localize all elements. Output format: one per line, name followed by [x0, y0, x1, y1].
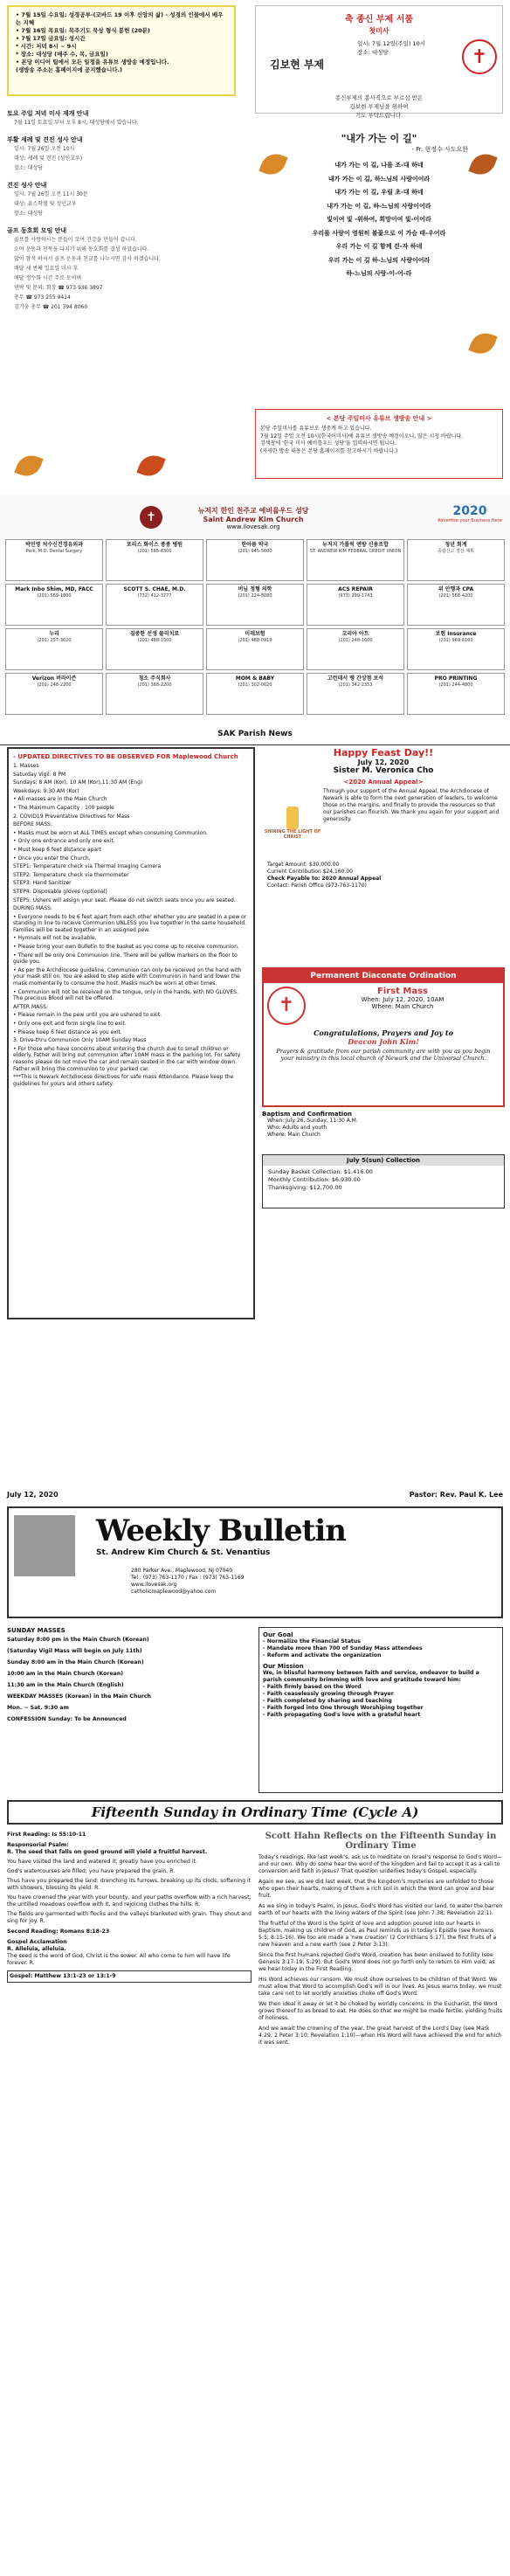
hahn-paragraph: We then ideal it away or let it be choked by worldly concerns. In the Eucharist, the Word grows thereof to as bread to eat. He does so that we might be made fertile, yielding fruits of holiness. — [258, 2001, 503, 2021]
coll-line: Monthly Contribution: $6,930.00 — [268, 1176, 361, 1183]
goal-line: - Reform and activate the organization — [263, 1652, 382, 1658]
goal-mission — [258, 1627, 503, 1793]
ad-title: MOM & BABY — [235, 675, 275, 682]
reading1: First Reading: Is 55:10-11 — [7, 1832, 86, 1838]
anniv-sub: 첫미사 — [369, 27, 389, 35]
ad-sub: (201) 945-5600 — [238, 549, 272, 554]
ad-title: 박민영 처수신건경유외과 — [25, 542, 83, 548]
cross-logo: ✝ — [462, 39, 497, 74]
church-building-image — [14, 1515, 75, 1576]
calligraphy-image — [261, 39, 357, 92]
anniv-line: 기도 부탁드립니다. — [355, 112, 403, 119]
acclamation: Gospel Acclamation — [7, 1939, 67, 1945]
ad-title: 누리 — [49, 631, 59, 637]
update-line: AFTER MASS: — [13, 1003, 48, 1010]
notice-item: • 7월 15일 수요일: 성경공부-(코바드 19 이후 신앙의 삶) - 성경의 인물에서 배우는 지혜 — [16, 11, 224, 26]
mass-lines — [7, 1637, 252, 1723]
leaf-icon — [136, 451, 165, 480]
section-line: 매달 세 번째 일요일 미사 후 — [14, 266, 79, 272]
ad-grid — [5, 539, 505, 717]
ad-sub: (201) 342-2353 — [338, 682, 373, 688]
left-notices — [7, 101, 239, 312]
psalm-line: You have visited the land and watered it; greatly have you enriched it. — [7, 1859, 197, 1865]
ad-sub: Park, M.D. Dental Surgery — [25, 549, 83, 554]
notice-item: • 7월 16일 목요일: 목주기도 묵상 형식 봉헌 (20분) — [16, 27, 150, 34]
coll-lines — [263, 1166, 504, 1195]
mass-line: Mon. ~ Sat. 9:30 am — [7, 1705, 69, 1711]
ad-card — [407, 584, 505, 626]
anniv-line: 김보현 부제님을 위하여 — [349, 103, 409, 110]
anniv-message — [261, 93, 497, 120]
ad-card — [407, 539, 505, 581]
section-line: 7월 11일 토요일 부터 오후 8시, 대성당에서 있습니다. — [14, 120, 139, 126]
mass-line: 11:30 am in the Main Church (English) — [7, 1682, 124, 1688]
perm-where: Where: Main Church — [371, 1003, 434, 1010]
poem-line: 우리를 사랑이 영원히 불꽃으로 이 가슴 태-우어라 — [312, 229, 446, 237]
poem-line: 내가 가는 이 길, 우릴 초-대 하네 — [334, 189, 424, 196]
church-name-kr: 뉴저지 한인 천주교 예비를우드 성당 — [197, 507, 309, 515]
page-weekly-bulletin — [0, 1485, 510, 2576]
section-heading: 견진 성사 안내 — [7, 182, 47, 189]
update-line: • Everyone needs to be 6 feet apart from each other whether you are seated in a pew or standing in line to receive Communion UNLESS you live together in the same household. Families will be seated together in an assigned pew. — [13, 913, 247, 933]
section-line: 대상: 세례 및 견진 (성인교우) — [14, 156, 83, 162]
bulletin-address — [131, 1568, 245, 1596]
ad-sub: (201) 368-2200 — [137, 682, 172, 688]
bapt-line: When: July 26, Sunday, 11:30 A.M. — [267, 1118, 358, 1124]
anniv-date: 일시: 7월 12일(주일) 10시 — [357, 40, 426, 47]
reading2: Second Reading: Romans 8:18-23 — [7, 1929, 110, 1935]
update-line: • Only one exit and form single line to exit. — [13, 1021, 127, 1027]
mass-line: CONFESSION Sunday: To be Announced — [7, 1716, 127, 1722]
ad-title: PRO PRINTING — [434, 675, 478, 682]
appeal-current: Current Contribution $24,160.00 — [267, 869, 353, 875]
update-line: 3. Drive-thru Communion Only 10AM Sunday Mass — [13, 1037, 147, 1044]
calligraphy-text: 김보현 부제 — [270, 59, 325, 71]
perm-name: Deacon John Kim! — [348, 1037, 419, 1046]
ad-sub: (201) 585-8300 — [137, 549, 172, 554]
ad-title: Verizon 버라이즌 — [31, 675, 77, 682]
poem-line: 내가 가는 이 길, 하느님의 사랑이어라 — [327, 175, 431, 183]
ad-sub: (201) 488-1500 — [137, 638, 172, 643]
poem-line: 내가 가는 이 길, 하-느님의 사랑이어라 — [327, 202, 431, 210]
appeal-title: <2020 Annual Appeal> — [343, 779, 424, 786]
ad-sub: (973) 299-1743 — [338, 593, 373, 599]
bulletin-pastor: Pastor: Rev. Paul K. Lee — [409, 1491, 503, 1499]
poem-line: 우리 가는 이 길 함께 걷-자 하네 — [335, 243, 423, 250]
gospel: Gospel: Matthew 13:1-23 or 13:1-9 — [7, 1970, 252, 1983]
update-line: STEP5: Ushers will assign your seat. Please do not switch seats once you are seated. — [13, 897, 236, 904]
ad-sub: (732) 412-3777 — [137, 593, 172, 599]
candle-icon — [286, 807, 299, 829]
update-title: - UPDATED DIRECTIVES TO BE OBSERVED FOR Maplewood Church — [13, 753, 238, 760]
advertise-year: 2020 — [452, 504, 487, 518]
goal-line: - Normalize the Financial Status — [263, 1638, 361, 1645]
section-line: 연락 및 문의: 회장 ☎ 973 936 3897 — [14, 285, 103, 291]
poem-line: 빛이여 빛 -위하여, 희망이여 빛-이어라 — [327, 216, 431, 223]
ad-card — [206, 539, 304, 581]
mass-line: (Saturday Vigil Mass will begin on July 11th) — [7, 1648, 142, 1654]
coll-line: Sunday Basket Collection: $1,416.00 — [268, 1168, 373, 1175]
update-line: • Must keep 6 feet distance apart — [13, 846, 101, 853]
update-line: STEP2: Temperature check via thermometer — [13, 871, 129, 878]
update-line: • All masses are in the Main Church — [13, 796, 107, 803]
notice-list — [16, 11, 227, 74]
update-line: STEP3: Hand Sanitizer — [13, 880, 72, 887]
bapt-title: Baptism and Confirmation — [262, 1111, 352, 1118]
update-line: • Please remain in the pew until you are ushered to exit. — [13, 1012, 162, 1019]
mission-item: - Faith completed by sharing and teaching — [263, 1698, 392, 1704]
poem-title: "내가 가는 이 길" — [341, 133, 417, 144]
poem-lines — [255, 159, 503, 281]
perm-congrats: Congratulations, Prayers and Joy to — [314, 1028, 453, 1037]
mission-item: - Faith ceaselessly growing through Prayer — [263, 1691, 394, 1697]
ad-title: 청년 회계 — [445, 542, 467, 548]
hahn-title: Scott Hahn Reflects on the Fifteenth Sunday in Ordinary Time — [265, 1832, 497, 1851]
notice-item: • 7월 17일 금요일: 성시간 — [16, 35, 86, 42]
ad-title: 미래보험 — [245, 631, 265, 637]
cross-logo: ✝ — [267, 987, 306, 1025]
bapt-line: Where: Main Church — [267, 1132, 320, 1138]
ad-card — [5, 628, 103, 670]
anniv-title: 축 종신 부제 서품 — [344, 15, 414, 24]
section-line: 많이 참석 하셔서 골프 운동과 친교를 나누시면 감사 하겠습니다. — [14, 256, 161, 262]
readings — [7, 1832, 252, 1983]
ad-title: 보험 Insurance — [435, 631, 477, 637]
ad-sub: (201) 969-6160 — [438, 638, 473, 643]
ad-card — [407, 628, 505, 670]
section-line: 골프를 사랑하시는 분들이 모여 건강을 만들어 갑니다. — [14, 237, 137, 243]
anniv-place: 장소: 대성당 — [357, 49, 389, 56]
baptism-notice — [262, 1111, 505, 1139]
update-line: BEFORE MASS: — [13, 821, 52, 828]
appeal-target: Target Amount: $30,000.00 — [267, 862, 340, 868]
ad-sub: (201) 244-4800 — [438, 682, 473, 688]
perm-message: Prayers & gratitude from our parish community are with you as you begin your ministry in this local church of Newark and the Universal Church. — [276, 1048, 491, 1062]
ad-title: 한아름 약국 — [241, 542, 269, 548]
ad-sub: (201) 257-3020 — [37, 638, 72, 643]
update-line: • Hymnals will not be available. — [13, 935, 97, 942]
hahn-paragraph: As we sing in today's Psalm, in Jesus, God's Word has visited our land, to water the barren earth of our hearts with the living waters of the Spirit (see John 7:38; Revelation 22:1). — [258, 1903, 503, 1916]
ad-sub: 종합신고 결산 계획 — [438, 549, 474, 554]
ad-card — [307, 584, 404, 626]
update-line: • Please bring your own Bulletin to the basket as you come up to receive communion. — [13, 944, 239, 951]
update-line: STEP1: Temperature check via Thermal Imaging Camera — [13, 863, 162, 870]
church-logo: ✝ — [140, 506, 162, 529]
update-line: DURING MASS: — [13, 905, 52, 912]
hahn-paragraph: And we await the crowning of the year, the great harvest of the Lord's Day (see Mark 4:29; 2 Peter 3:10; Revelation 1:10)—when His Word will have achieved the end for which it was sent. — [258, 2025, 502, 2046]
youtube-line: 본당 주일미사를 유튜브로 생중계 하고 있습니다. — [260, 426, 372, 432]
feast-date: July 12, 2020 — [357, 758, 410, 766]
poem-line: 우리 가는 이 길 하-느님의 사랑이어라 — [327, 256, 431, 264]
hahn-paragraph: The fruitful of the Word is the Spirit of love and adoption poured into our hearts in Baptism, making us children of God, as Paul reminds us in today's Epistle (see Romans 5:5; 8:15-16). We too are made a 'new creation' (2 Corinthians 5:17), the first fruits of a new heaven and a new earth (see 2 Peter 3:13). — [258, 1921, 497, 1948]
appeal-logo — [262, 788, 323, 858]
notice-item: • 본당 미디어 팀에서 모든 일정을 유튜브 생방송 예정입니다. — [16, 59, 169, 66]
ad-card — [307, 673, 404, 715]
poem-author: - Fr. 현정수 사도요한 — [411, 146, 468, 153]
ad-title: 고런데서 랭 간상점 보석 — [327, 675, 384, 682]
sunday-title: Fifteenth Sunday in Ordinary Time (Cycle A) — [7, 1800, 503, 1825]
ad-card — [307, 539, 404, 581]
perm-sub: First Mass — [376, 987, 428, 996]
mass-line: Sunday 8:00 am in the Main Church (Korean) — [7, 1659, 144, 1665]
section-line: 오며 운동과 친목을 다지기 위해 동호회를 결성 하였습니다. — [14, 246, 149, 253]
notice-box — [7, 5, 236, 96]
acclamation-response: R. Alleluia, alleluia. — [7, 1946, 66, 1952]
feast-day — [262, 747, 505, 964]
ordination-box — [262, 967, 505, 1107]
ad-title: 김중한 선생 물리치료 — [129, 631, 180, 637]
appeal-contact: Contact: Parish Office (973-763-1170) — [267, 883, 367, 889]
feast-title: Happy Feast Day!! — [333, 747, 434, 758]
section-line: 김기웅 총무 ☎ 201 394 8060 — [14, 304, 88, 310]
notice-item: * 시간: 저녁 8시 ~ 9시 — [16, 43, 77, 50]
ad-sub: ST. ANDREW KIM FEDERAL CREDIT UNION — [309, 549, 402, 554]
church-name-en: Saint Andrew Kim Church — [203, 516, 304, 523]
ad-sub: (201) 488-0919 — [238, 638, 272, 643]
section-heading: 부활 세례 및 견진 성사 안내 — [7, 136, 83, 143]
ad-title: 청소 주식회사 — [138, 675, 171, 682]
ordination-announcement — [255, 5, 503, 119]
section-line: 장소: 대성당 — [14, 165, 43, 171]
acclamation-text: The seed is the word of God, Christ is the sower. All who come to him will have life forever. R. — [7, 1953, 231, 1966]
poem-line: 내가 가는 이 길, 나를 조-대 하네 — [334, 162, 424, 169]
address-line: Tel : (973) 763-1170 / Fax : (973) 763-1169 — [131, 1575, 245, 1581]
bulletin-masthead — [7, 1506, 503, 1618]
ad-sub: (201) 568-4200 — [438, 593, 473, 599]
youtube-title: < 본당 주일미사 유튜브 생방송 안내 > — [326, 415, 432, 422]
psalm-lines — [7, 1859, 252, 1925]
section-line: 일시: 7월 26일 오전 10시 — [14, 146, 75, 152]
mission-title: Our Mission — [263, 1663, 304, 1670]
mission-items — [263, 1684, 499, 1719]
feast-name: Sister M. Veronica Cho — [333, 766, 434, 775]
ad-card — [106, 584, 203, 626]
mass-line: WEEKDAY MASSES (Korean) in the Main Church — [7, 1693, 151, 1700]
mass-line: 10:00 am in the Main Church (Korean) — [7, 1671, 124, 1677]
poem-line: 하-느님의 사랑-이-어-라 — [346, 270, 412, 277]
mission-item: - Faith forged into One through Worshiping together — [263, 1705, 424, 1711]
ad-card — [5, 673, 103, 715]
section-line: 일시: 7월 26일 오전 11시 30분 — [14, 191, 88, 197]
parish-header: SAK Parish News — [0, 730, 510, 745]
ad-sub: (201) 248-2200 — [37, 682, 72, 688]
ad-sub: (201) 302-0620 — [238, 682, 272, 688]
ad-sub: (201) 224-8080 — [238, 593, 272, 599]
psalm-line: You have crowned the year with your bounty, and your paths overflow with a rich harvest; the untilled meadows overflow with it, and rejoicing clothes the hills. R. — [7, 1894, 252, 1908]
page-korean-notices — [0, 0, 510, 494]
update-line: • There will be only one Communion line. There will be yellow markers on the floor to guide you. — [13, 952, 238, 966]
address-line: 280 Parker Ave., Maplewood, NJ 07040 — [131, 1568, 233, 1574]
update-line: • As per the Archdiocese guideline, Communion can only be received on the hand with your mask still on. You are asked to step aside with Communion in hand and lower the mask momentarily to consume the host. Masks much be worn at other times. — [13, 966, 242, 987]
updated-directives — [7, 747, 255, 1319]
youtube-line: 7월 12일 주일 오전 10시(한국어미사)에 유튜브 생방송 예정이오니, 많은 시청 바랍니다. — [260, 433, 464, 440]
hymn-poem — [255, 122, 503, 281]
ad-header — [0, 502, 510, 537]
mission-item: - Faith firmly based on the Word — [263, 1684, 362, 1690]
page-parish-news — [0, 730, 510, 1481]
ad-title: SCOTT S. CHAE, M.D. — [123, 586, 186, 592]
ad-sub: (201) 569-1800 — [37, 593, 72, 599]
update-line: • Please keep 6 feet distance as you exit. — [13, 1028, 122, 1035]
ad-title: 뉴저지 가톨릭 연방 신용조합 — [322, 542, 389, 548]
ad-title: 코리아 아트 — [341, 631, 369, 637]
section-line: 대상: 유스학생 및 성인교우 — [14, 201, 77, 207]
ad-card — [106, 539, 203, 581]
appeal-check: Check Payable to: 2020 Annual Appeal — [267, 876, 382, 882]
ad-card — [5, 584, 103, 626]
church-site: www.ilovesak.org — [226, 523, 280, 530]
ad-title: 버님 정형 의학 — [238, 586, 272, 592]
mass-line: Saturday 8:00 pm in the Main Church (Korean) — [7, 1637, 149, 1643]
section-line: 매달 정수회 시간 주로 모이며 — [14, 275, 82, 281]
hahn-paragraph: Today's readings, like last week's, ask us to meditate on Israel's response to God's Word—and our own. Why do some hear the word of the kingdom and fail to accept it as a call to conversion and faith in Jesus? That question underlies today's Gospel, especially. — [258, 1854, 503, 1874]
youtube-lines — [260, 426, 498, 455]
masses-title: SUNDAY MASSES — [7, 1627, 65, 1634]
mission-text: We, in blissful harmony between faith and service, endeavor to build a parish community brimming with love and gratitude toward him: — [263, 1670, 479, 1683]
youtube-line: (자세한 방송 내용은 본당 홈페이지를 참고하시기 바랍니다.) — [260, 447, 398, 454]
update-line: • The Maximum Capacity : 100 people — [13, 804, 114, 811]
advertise-logo — [435, 504, 505, 536]
coll-line: Thanksgiving: $12,700.00 — [268, 1184, 342, 1191]
bapt-line: Who: Adults and youth — [267, 1125, 327, 1131]
update-lines — [13, 763, 249, 1087]
collection-box — [262, 1154, 505, 1208]
appeal-logo-text: SHINING THE LIGHT OF CHRIST — [264, 829, 321, 840]
psalm-line: God's watercourses are filled; you have prepared the grain. R. — [7, 1868, 176, 1874]
scott-hahn-reflection — [258, 1832, 503, 2046]
psalm-title: Responsorial Psalm: — [7, 1842, 69, 1848]
ad-card — [106, 673, 203, 715]
ad-card — [5, 539, 103, 581]
goal-title: Our Goal — [263, 1631, 293, 1638]
hahn-paragraph: Since the first humans rejected God's Word, creation has been enslaved to futility (see Genesis 3:17-19; 5:29). But God's Word does not go forth only to return to Him void, as we hear today in the First Reading. — [258, 1952, 495, 1972]
notice-item: (생방송 주소는 홈페이지에 공지했습니다.) — [16, 66, 122, 73]
anniv-line: 종신부제의 봉사직으로 부르심 받은 — [334, 94, 424, 101]
bulletin-title: Weekly Bulletin — [96, 1513, 347, 1548]
perm-when: When: July 12, 2020, 10AM — [361, 996, 445, 1003]
update-line: ***This is Newark Archdiocese directives for safe mass Attendance. Please keep the guidelines for yours and others safety. — [13, 1074, 234, 1087]
section-heading: 골프 동호회 모임 안내 — [7, 227, 67, 234]
ad-title: ACS REPAIR — [338, 586, 373, 592]
update-line: • For those who have concerns about entering the church due to small children or elderly. Father will bring out communion after 10AM mass in the parking lot. For safety reasons please do not move the car and remain seated in the car with window down. Father will bring the communion to your parked car. — [13, 1045, 241, 1072]
ad-card — [307, 628, 404, 670]
appeal-text: Through your support of the Annual Appeal, the Archdiocese of Newark is able to form the next generation of leaders, to welcome those on the margins, and finally to provide the resources so that our parishes can flourish. We thank you again for your support and generosity. — [323, 788, 500, 822]
address-line: catholicmaplewood@yahoo.com — [131, 1589, 217, 1595]
address-line: www.ilovesak.org — [131, 1582, 177, 1588]
update-line: 1. Masses — [13, 763, 39, 769]
update-line: 2. COVID19 Preventative Directives for Mass — [13, 813, 130, 820]
ad-card — [106, 628, 203, 670]
update-line: STEP4: Disposable gloves (optional) — [13, 888, 107, 895]
update-line: • Masks must be worn at ALL TIMES except when consuming Communion. — [13, 829, 208, 836]
mission-item: - Faith propagating God's love with a grateful heart — [263, 1712, 421, 1718]
bulletin-sub: St. Andrew Kim Church & St. Venantius — [96, 1548, 271, 1557]
advertise-caption: Advertise your Business Here — [438, 518, 502, 523]
section-line: 총무 ☎ 973 255 9414 — [14, 294, 71, 301]
notice-item: * 장소: 대성당 (매주 수, 목, 금요일) — [16, 51, 108, 58]
ad-title: 위 안행과 CPA — [438, 586, 474, 592]
update-line: Sundays: 8 AM (Kor), 10 AM (Kor),11:30 AM (Eng) — [13, 779, 143, 786]
hahn-paragraph: His Word achieves our ransom. We must show ourselves to be children of that Word. We must allow that Word to accomplish God's will in our lives. As Jesus warns today, we must take care not to let worldly anxieties choke off God's Word. — [258, 1977, 502, 1997]
psalm-response: R. The seed that falls on good ground will yield a fruitful harvest. — [7, 1849, 208, 1855]
mass-schedule — [7, 1627, 252, 1728]
ad-card — [407, 673, 505, 715]
ad-title: Mark Inbo Shim, MD, FACC — [15, 586, 93, 592]
ad-card — [206, 628, 304, 670]
bapt-lines — [262, 1118, 505, 1139]
update-line: Weekdays: 9:30 AM (Kor) — [13, 787, 79, 794]
youtube-notice — [255, 409, 503, 479]
section-heading: 토요 주일 저녁 미사 재개 안내 — [7, 110, 89, 117]
hahn-paragraph: Again we see, as we did last week, that the kingdom's mysteries are unfolded to those who open their hearts, making of them a rich soil in which the Word can grow and bear fruit. — [258, 1879, 495, 1899]
section-line: 장소: 대성당 — [14, 211, 43, 217]
leaf-icon — [14, 451, 43, 480]
ad-card — [206, 584, 304, 626]
psalm-line: Thus have you prepared the land: drenching its furrows, breaking up its clods, softening it with showers, blessing its yield. R. — [7, 1878, 252, 1891]
goal-line: - Mandate more than 700 of Sunday Mass attendees — [263, 1645, 423, 1652]
perm-title: Permanent Diaconate Ordination — [264, 969, 503, 983]
update-line: • Communion will not be received on the tongue, only in the hands, with NO GLOVES. The precious Blood will not be offered. — [13, 988, 238, 1002]
ad-card — [206, 673, 304, 715]
psalm-line: The fields are garmented with flocks and the valleys blanketed with grain. They shout and sing for joy. R. — [7, 1911, 252, 1924]
update-line: • Once you enter the Church, — [13, 855, 91, 862]
ad-sub: (201) 248-1600 — [338, 638, 373, 643]
page-ads — [0, 494, 510, 717]
leaf-icon — [468, 329, 497, 357]
coll-title: July 5(sun) Collection — [263, 1155, 504, 1166]
update-line: Saturday Vigil: 8 PM — [13, 771, 66, 778]
youtube-line: 검색창에 '한국 미사 예비를우드 성당'을 입력하시면 됩니다. — [260, 440, 396, 447]
bulletin-date: July 12, 2020 — [7, 1491, 59, 1499]
update-line: • Only one entrance and only one exit. — [13, 838, 115, 845]
goal-lines — [263, 1638, 499, 1659]
ad-title: 포리스 화이스 종종 병원 — [126, 542, 183, 548]
hahn-lines — [258, 1854, 503, 2046]
